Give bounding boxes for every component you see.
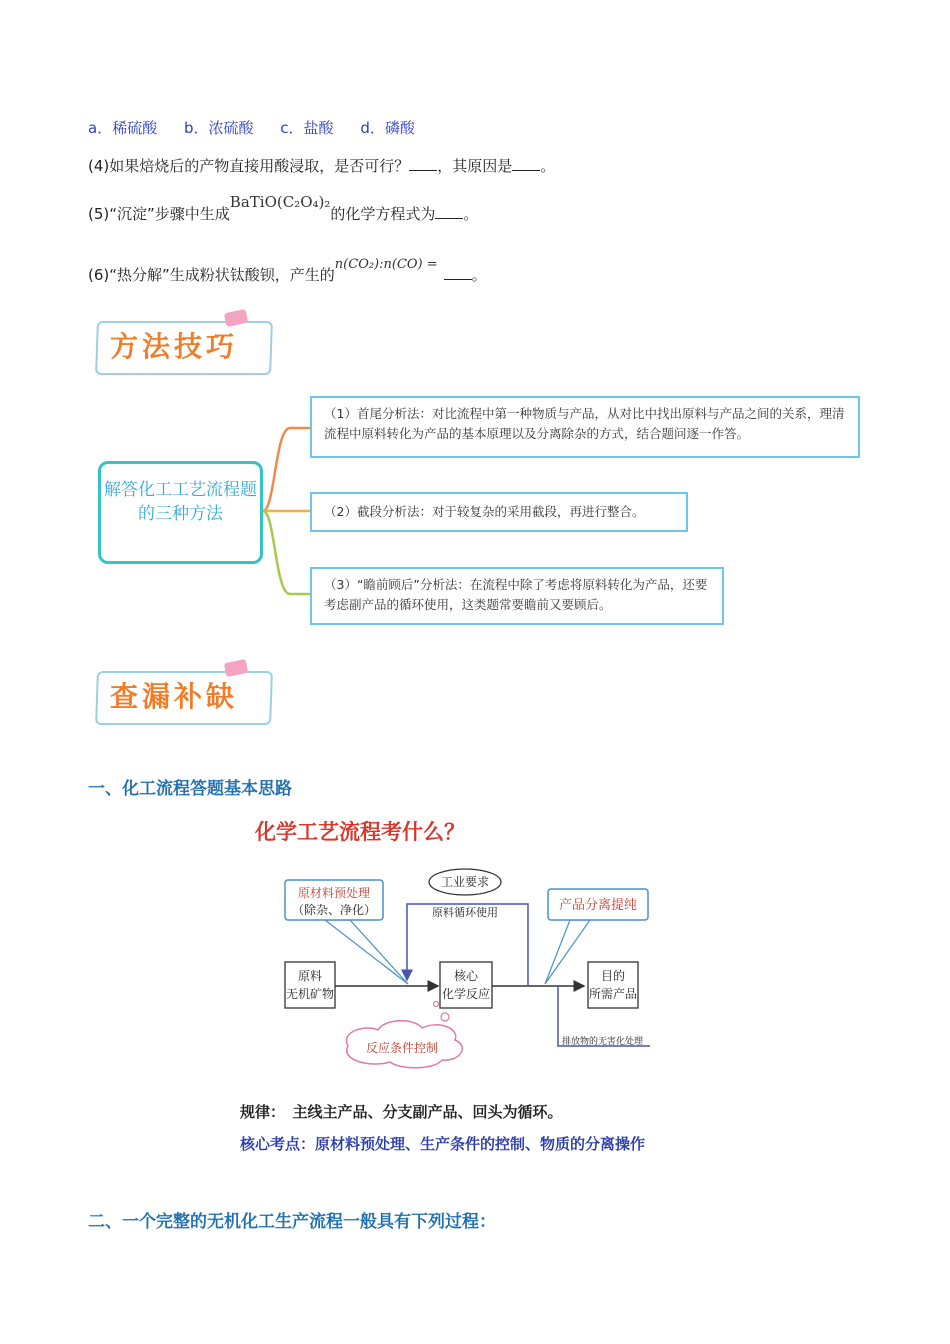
mindmap-center: 解答化工工艺流程题的三种方法 bbox=[98, 461, 263, 564]
core-title: 核心 bbox=[453, 969, 479, 983]
question-4 bbox=[88, 155, 555, 176]
question-4-text: (4)如果焙烧后的产物直接用酸浸取，是否可行？ bbox=[88, 157, 410, 175]
connector-1 bbox=[263, 428, 310, 511]
question-5 bbox=[88, 193, 479, 224]
separate-label: 产品分离提纯 bbox=[558, 898, 638, 913]
answer-blank[interactable] bbox=[409, 156, 437, 171]
answer-blank[interactable] bbox=[512, 156, 540, 171]
industry-label: 工业要求 bbox=[440, 875, 490, 889]
pretreat-sub: （除杂、净化） bbox=[291, 903, 377, 917]
option-a: a．稀硫酸 bbox=[88, 119, 158, 137]
question-6-end: 。 bbox=[471, 266, 487, 284]
banner-title: 查漏补缺 bbox=[110, 680, 239, 713]
method-item-1: （1）首尾分析法：对比流程中第一种物质与产品，从对比中找出原料与产品之间的关系，理清流程中原料转化为产品的基本原理以及分离除杂的方式，结合题问逐一作答。 bbox=[310, 396, 860, 458]
core-sub: 化学反应 bbox=[441, 987, 491, 1001]
section-2-heading: 二、一个完整的无机化工生产流程一般具有下列过程： bbox=[88, 1212, 496, 1232]
cloud-dot bbox=[441, 1013, 449, 1021]
answer-blank[interactable] bbox=[435, 204, 463, 219]
question-6-text: (6)“热分解”生成粉状钛酸钡，产生的 bbox=[88, 266, 335, 284]
figure-title: 化学工艺流程考什么？ bbox=[255, 819, 465, 844]
goal-title: 目的 bbox=[600, 969, 626, 983]
question-6 bbox=[88, 257, 487, 285]
method-item-2: （2）截段分析法：对于较复杂的采用截段，再进行整合。 bbox=[310, 492, 688, 532]
question-5-text-2: 的化学方程式为 bbox=[330, 205, 436, 223]
mole-ratio-formula: n(CO₂):n(CO) = bbox=[334, 257, 438, 272]
recycle-label: 原料循环使用 bbox=[432, 906, 498, 919]
question-5-end: 。 bbox=[463, 205, 479, 223]
pretreat-title: 原材料预处理 bbox=[297, 886, 371, 900]
connector-3 bbox=[263, 511, 310, 594]
question-4-text-2: ，其原因是 bbox=[437, 157, 513, 175]
question-5-text: (5)“沉淀”步骤中生成 bbox=[88, 205, 230, 223]
method-banner bbox=[90, 311, 275, 373]
raw-title: 原料 bbox=[297, 969, 323, 983]
option-b: b．浓硫酸 bbox=[183, 119, 254, 137]
option-d: d．磷酸 bbox=[360, 119, 415, 137]
pretreat-pointer bbox=[325, 920, 408, 984]
core-points: 核心考点：原材料预处理、生产条件的控制、物质的分离操作 bbox=[240, 1135, 646, 1153]
separate-pointer bbox=[545, 920, 590, 984]
section-1-heading: 一、化工流程答题基本思路 bbox=[88, 779, 292, 799]
waste-label: 排放物的无害化处理 bbox=[562, 1037, 644, 1047]
chemical-formula: BaTiO(C₂O₄)₂ bbox=[229, 193, 331, 211]
gaps-banner bbox=[90, 661, 275, 723]
banner-title: 方法技巧 bbox=[110, 330, 239, 363]
answer-options bbox=[88, 117, 437, 138]
cloud-dot bbox=[434, 1002, 439, 1007]
rule-text: 规律： 主线主产品、分支副产品、回头为循环。 bbox=[240, 1103, 563, 1121]
answer-blank[interactable] bbox=[444, 265, 472, 280]
goal-sub: 所需产品 bbox=[588, 987, 638, 1001]
method-item-3: （3）“瞻前顾后”分析法：在流程中除了考虑将原料转化为产品，还要考虑副产品的循环使用，这类题常要瞻前又要顾后。 bbox=[310, 567, 724, 625]
question-4-end: 。 bbox=[540, 157, 556, 175]
condition-label: 反应条件控制 bbox=[365, 1041, 439, 1055]
raw-sub: 无机矿物 bbox=[285, 987, 335, 1001]
option-c: c．盐酸 bbox=[280, 119, 334, 137]
flow-diagram bbox=[270, 862, 690, 1072]
